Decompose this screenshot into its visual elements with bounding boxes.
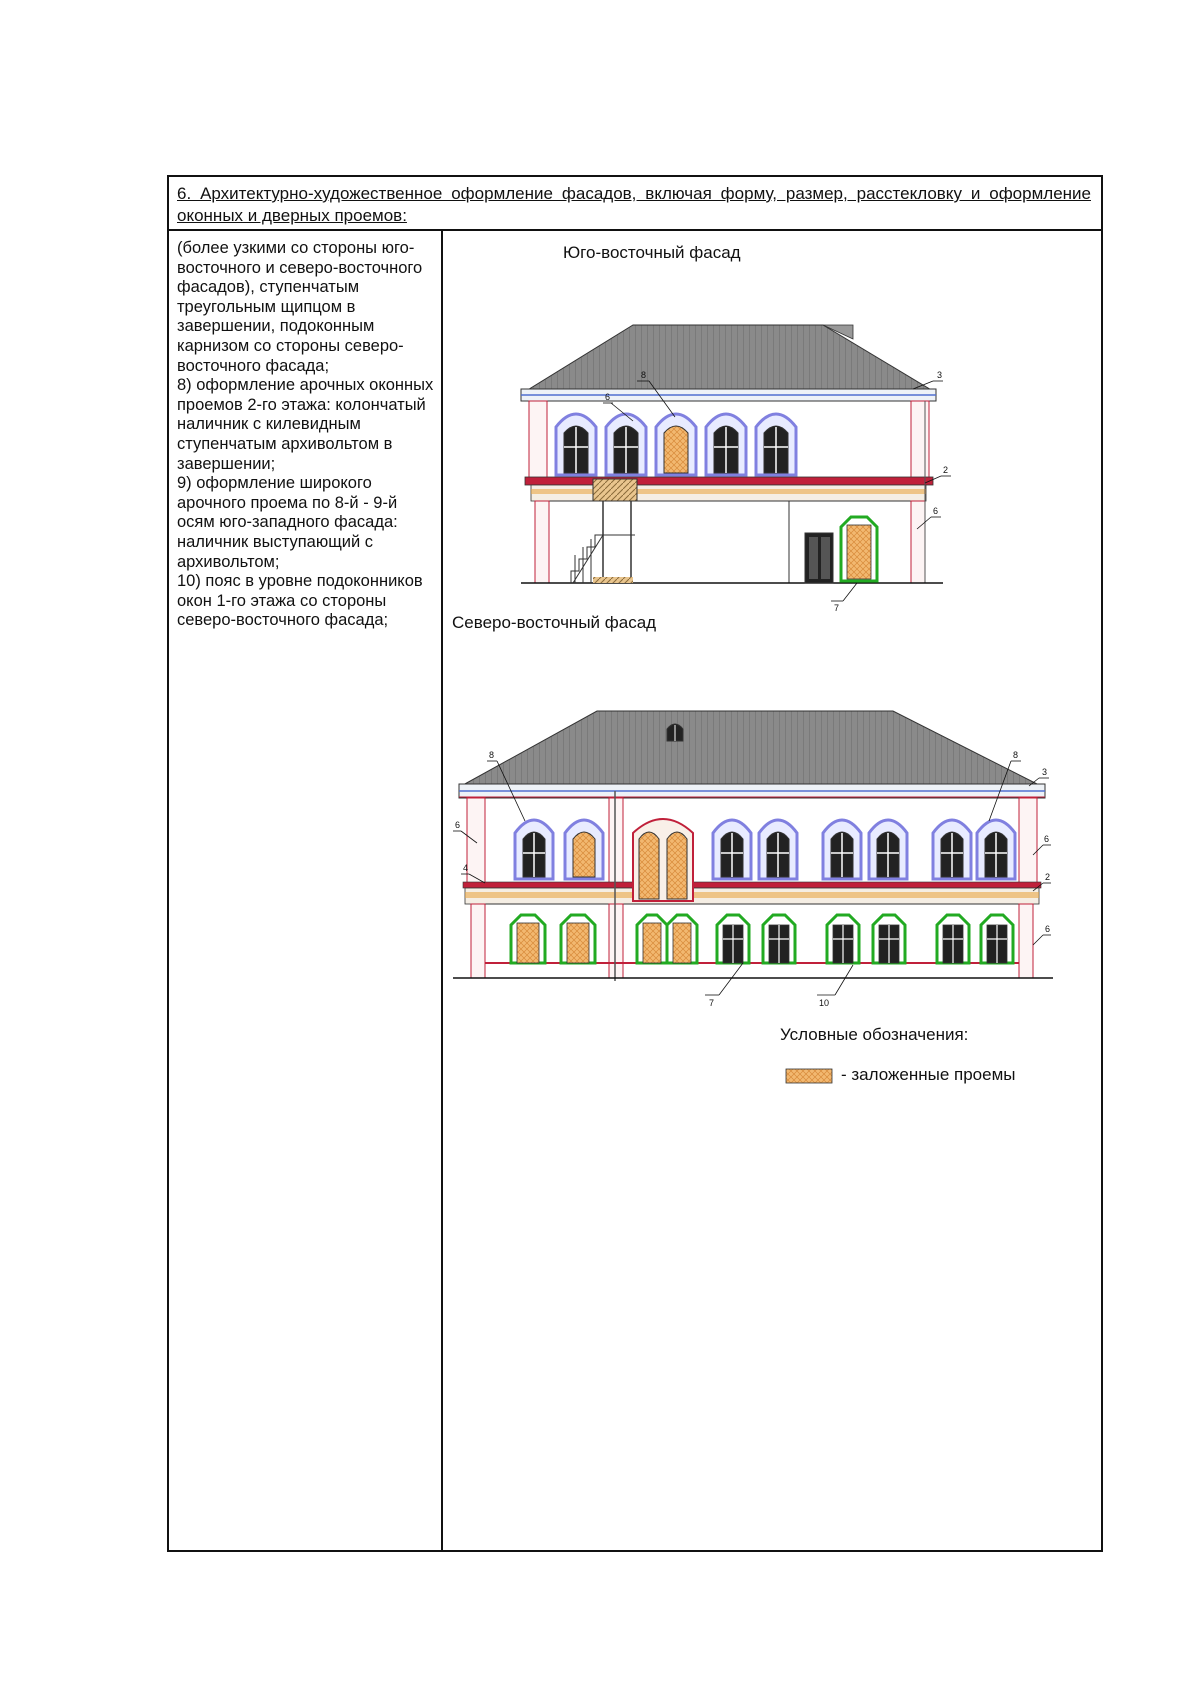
- legend-swatch: [786, 1069, 832, 1083]
- callout-label: 3: [1042, 767, 1048, 777]
- callout-label: 6: [933, 506, 939, 516]
- callout-label: 8: [1013, 750, 1019, 760]
- facade1-window: [606, 414, 646, 475]
- description-paragraph: 8) оформление арочных оконных проемов 2-го этажа: колончатый наличник с килевидным ступенчатым архивольтом в завершении;: [177, 376, 434, 473]
- drawings-column: [443, 231, 1101, 1550]
- facade2-window: [869, 820, 907, 879]
- facade1-window: [756, 414, 796, 475]
- facade2-window: [823, 820, 861, 879]
- callout-label: 2: [943, 465, 949, 475]
- facade2-window: [515, 820, 553, 879]
- callout-label: 6: [455, 820, 461, 830]
- callout-label: 8: [641, 370, 647, 380]
- description-column: [177, 239, 439, 631]
- facade1-window: [706, 414, 746, 475]
- facade2-window: [933, 820, 971, 879]
- callout-label: 6: [1045, 924, 1051, 934]
- callout-label: 3: [937, 370, 943, 380]
- callout-label: 6: [1044, 834, 1050, 844]
- facade1-window-bricked: [656, 414, 696, 475]
- callout-label: 2: [1045, 872, 1051, 882]
- facade2-roof: [463, 711, 1039, 785]
- callout-label: 4: [463, 863, 469, 873]
- facade-drawings: [443, 231, 1103, 1551]
- facade2-dormer: [667, 724, 683, 741]
- callout-label: 7: [709, 998, 715, 1008]
- callout-label: 6: [605, 392, 611, 402]
- facade2-window: [977, 820, 1015, 879]
- section-header: 6. Архитектурно-художественное оформление фасадов, включая форму, размер, расстекловку и оформление оконных и дверных проемов:: [169, 177, 1101, 231]
- facade1-caption: Юго-восточный фасад: [563, 243, 741, 262]
- description-paragraph: (более узкими со стороны юго-восточного и северо-восточного фасадов), ступенчатым треугольным щипцом в завершении, подоконным карнизом со стороны северо-восточного фасада;: [177, 239, 423, 375]
- facade2-twin-window-bricked: [633, 819, 693, 901]
- facade2-belt: [463, 882, 1041, 888]
- legend-item-label: - заложенные проемы: [841, 1065, 1016, 1084]
- facade1-belt: [525, 477, 933, 485]
- facade2-drawing: [453, 711, 1053, 1008]
- content-table: [167, 175, 1103, 1552]
- legend-title: Условные обозначения:: [780, 1025, 969, 1044]
- facade2-window: [759, 820, 797, 879]
- facade1-drawing: [521, 325, 951, 613]
- description-paragraph: 9) оформление широкого арочного проема по 8-й - 9-й осям юго-западного фасада: наличник выступающий с архивольтом;: [177, 474, 398, 571]
- facade1-roof: [526, 325, 933, 391]
- facade1-window: [556, 414, 596, 475]
- callout-label: 10: [819, 998, 830, 1008]
- callout-label: 8: [489, 750, 495, 760]
- facade2-window: [713, 820, 751, 879]
- facade2-caption: Северо-восточный фасад: [452, 613, 657, 632]
- description-paragraph: 10) пояс в уровне подоконников окон 1-го этажа со стороны северо-восточного фасада;: [177, 572, 423, 630]
- facade2-window-bricked: [565, 820, 603, 879]
- callout-label: 7: [834, 603, 840, 613]
